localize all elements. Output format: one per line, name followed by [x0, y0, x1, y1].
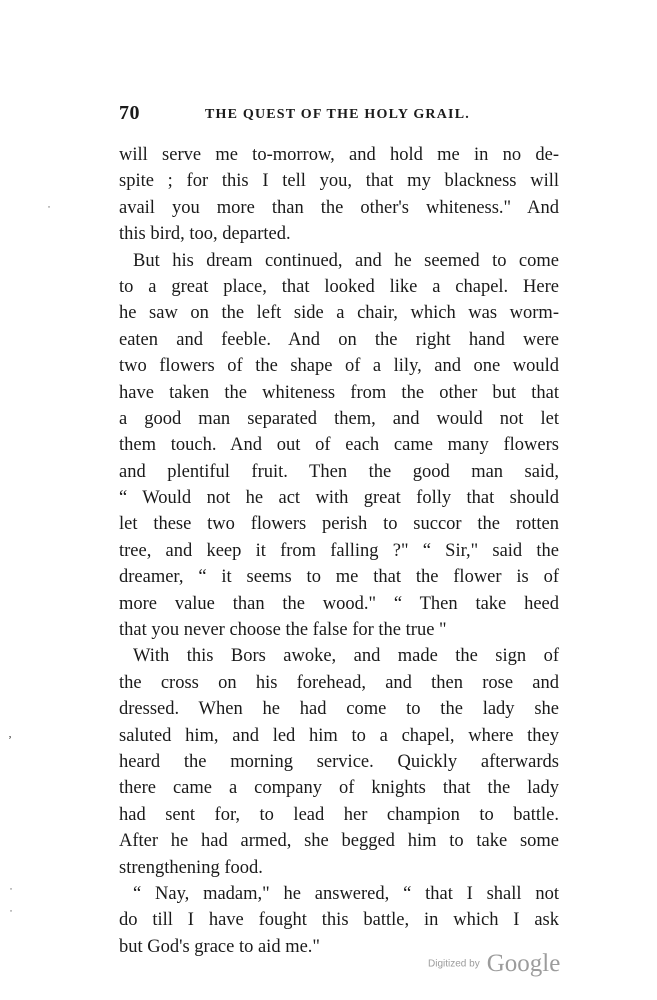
text-line: there came a company of knights that the lady [119, 778, 559, 799]
text-line: a good man separated them, and would not let [119, 408, 559, 429]
text-line: After he had armed, she begged him to take some [119, 831, 559, 852]
text-line: and plentiful fruit. Then the good man said, [119, 461, 559, 482]
scan-speck: ˙ [47, 203, 51, 217]
google-logo: Google [486, 950, 561, 977]
text-line: With this Bors awoke, and made the sign of [133, 646, 559, 667]
scan-speck: ʼ [8, 733, 12, 747]
text-line: but God's grace to aid me." [119, 936, 320, 957]
text-line: heard the morning service. Quickly afterwards [119, 751, 559, 772]
text-line: eaten and feeble. And on the right hand were [119, 329, 559, 350]
text-line: But his dream continued, and he seemed to come [133, 250, 559, 271]
text-line: strengthening food. [119, 857, 263, 878]
text-line: avail you more than the other's whiteness." And [119, 197, 559, 218]
digitized-by-google-watermark [428, 950, 560, 978]
text-line: the cross on his forehead, and then rose and [119, 672, 559, 693]
text-line: he saw on the left side a chair, which was worm- [119, 303, 559, 324]
text-line: two flowers of the shape of a lily, and one would [119, 356, 559, 377]
text-line: let these two flowers perish to succor the rotten [119, 514, 559, 535]
text-line: “ Would not he act with great folly that should [119, 488, 559, 509]
text-line: spite ; for this I tell you, that my blackness will [119, 171, 559, 192]
text-line: had sent for, to lead her champion to battle. [119, 804, 559, 825]
text-line: tree, and keep it from falling ?" “ Sir," said the [119, 540, 559, 561]
page-header [119, 100, 559, 128]
text-line: have taken the whiteness from the other but that [119, 382, 559, 403]
text-line: dressed. When he had come to the lady she [119, 699, 559, 720]
running-title: THE QUEST OF THE HOLY GRAIL. [205, 107, 470, 122]
text-line: “ Nay, madam," he answered, “ that I shall not [133, 883, 559, 904]
text-line: saluted him, and led him to a chapel, where they [119, 725, 559, 746]
scan-speck: ˙ [9, 907, 13, 921]
text-line: will serve me to-morrow, and hold me in no de- [119, 145, 559, 165]
scan-speck: ˙ [9, 885, 13, 899]
text-line: this bird, too, departed. [119, 224, 291, 245]
page-number: 70 [119, 102, 140, 124]
text-line: more value than the wood." “ Then take heed [119, 593, 559, 614]
text-line: them touch. And out of each came many flowers [119, 435, 559, 456]
text-line: to a great place, that looked like a chapel. Here [119, 276, 559, 297]
text-line: do till I have fought this battle, in which I ask [119, 910, 559, 931]
watermark-prefix: Digitized by [428, 958, 480, 970]
body-text [119, 142, 559, 960]
text-line: dreamer, “ it seems to me that the flower is of [119, 567, 559, 588]
text-line: that you never choose the false for the true " [119, 620, 447, 641]
